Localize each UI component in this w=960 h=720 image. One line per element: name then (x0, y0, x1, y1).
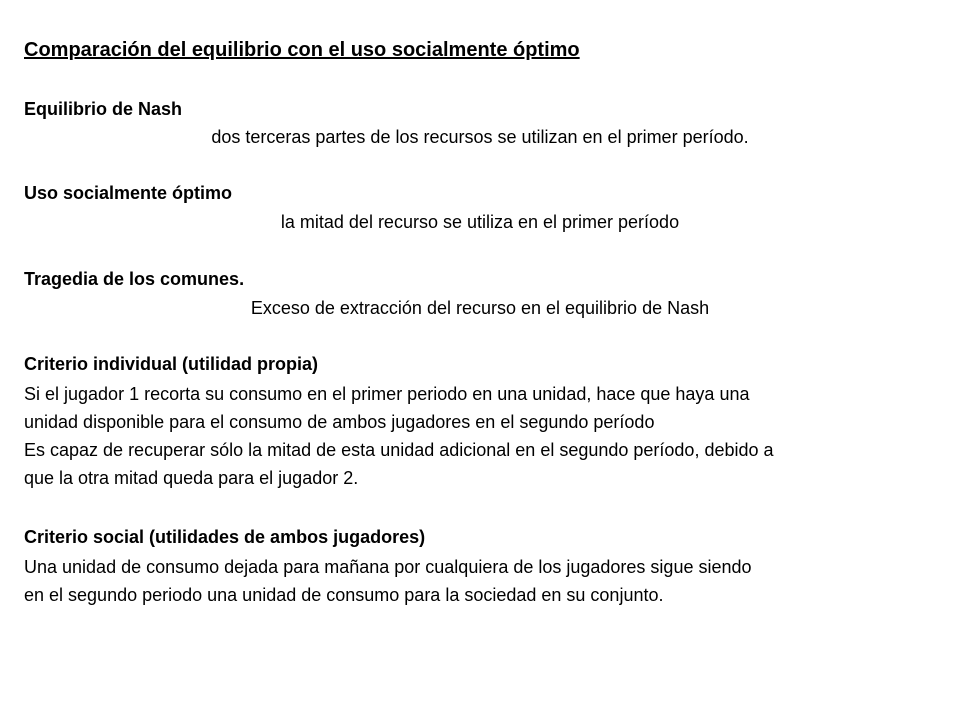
text-nash-equilibrium: dos terceras partes de los recursos se utilizan en el primer período. (211, 127, 749, 147)
heading-social-criterion: Criterio social (utilidades de ambos jugadores) (24, 527, 426, 547)
heading-tragedy-commons: Tragedia de los comunes. (24, 269, 245, 289)
paragraph-social-criterion (24, 553, 944, 609)
heading-individual-criterion: Criterio individual (utilidad propia) (24, 354, 319, 374)
paragraph-line: Si el jugador 1 recorta su consumo en el primer periodo en una unidad, hace que haya una (24, 384, 750, 404)
paragraph-line: en el segundo periodo una unidad de consumo para la sociedad en su conjunto. (24, 585, 664, 605)
text-tragedy-commons: Exceso de extracción del recurso en el equilibrio de Nash (250, 298, 710, 318)
text-social-optimum: la mitad del recurso se utiliza en el primer período (280, 212, 680, 232)
paragraph-line: que la otra mitad queda para el jugador 2. (24, 468, 359, 488)
paragraph-line: Una unidad de consumo dejada para mañana por cualquiera de los jugadores sigue siendo (24, 557, 752, 577)
paragraph-line: unidad disponible para el consumo de ambos jugadores en el segundo período (24, 412, 655, 432)
slide-title: Comparación del equilibrio con el uso socialmente óptimo (24, 39, 580, 61)
paragraph-individual-criterion (24, 380, 944, 492)
heading-social-optimum: Uso socialmente óptimo (24, 183, 233, 203)
heading-nash-equilibrium: Equilibrio de Nash (24, 99, 183, 119)
paragraph-line: Es capaz de recuperar sólo la mitad de esta unidad adicional en el segundo período, debido a (24, 440, 774, 460)
